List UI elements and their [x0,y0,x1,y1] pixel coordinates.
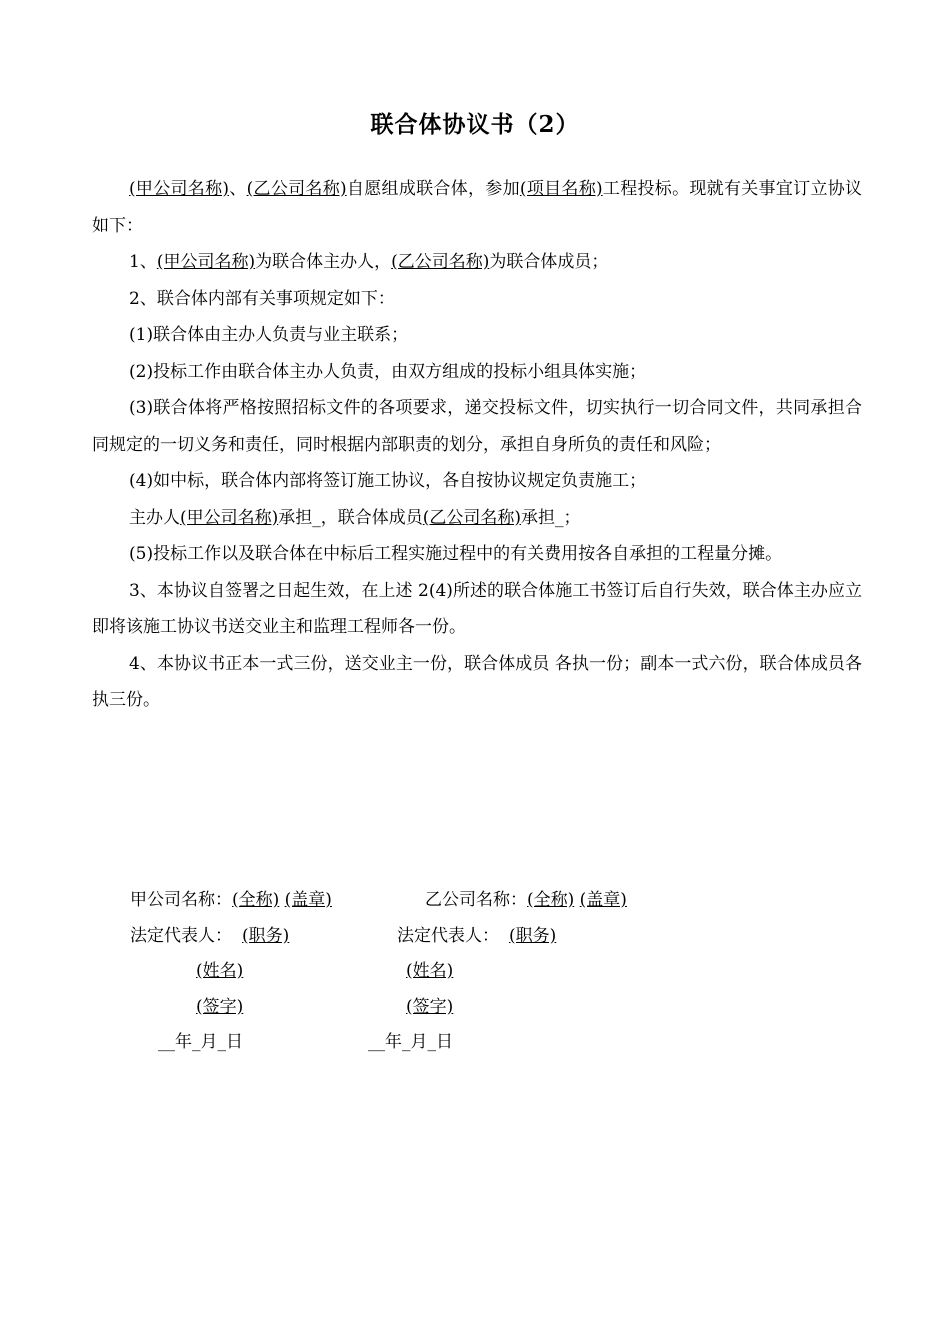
party-b-company-line [425,889,627,911]
party-a-sign-line [186,996,261,1018]
intro-text: 工程投标。现就有关事宜订立协议如下： [92,179,863,236]
company-a-placeholder: (甲公司名称) [129,179,230,199]
party-b-label: 乙公司名称： [425,890,527,910]
clause-2-item-1: (1)联合体由主办人负责与业主联系； [129,325,409,345]
intro-paragraph [92,171,862,244]
share-text: 承担 [278,507,313,528]
party-a-date: __年_月_日 [158,1032,243,1052]
clause-1-text: 为联合体成员； [489,252,609,272]
clause-2: 2、联合体内部有关事项规定如下： [129,288,395,309]
share-blank: _ [312,507,321,528]
work-share-line [92,500,862,537]
party-b-seal: (盖章) [579,890,627,910]
share-text: ，联合体成员 [320,507,423,528]
company-b-placeholder: (乙公司名称) [391,252,490,272]
clause-1 [92,244,862,281]
party-b-rep-label: 法定代表人： [397,926,499,946]
party-a-company-line [130,889,332,911]
company-b-placeholder: (乙公司名称) [246,179,347,199]
share-text: ； [563,507,581,528]
party-a-signature: (签字) [196,997,244,1017]
party-a-full-name: (全称) [232,890,280,910]
party-a-rep-line [130,925,303,947]
party-b-position: (职务) [509,926,557,946]
company-a-placeholder: (甲公司名称) [156,252,256,272]
share-blank: _ [555,507,564,528]
clause-2-item-3: (3)联合体将严格按照招标文件的各项要求，递交投标文件，切实执行一切合同文件，共同承担合同规定的一切义务和责任，同时根据内部职责的划分，承担自身所负的责任和风险； [92,398,862,455]
party-b-rep-line [397,925,576,947]
page-title: 联合体协议书（2） [370,111,580,138]
project-placeholder: (项目名称) [519,179,603,199]
company-b-placeholder: (乙公司名称) [422,507,522,528]
clause-4: 4、本协议书正本一式三份，送交业主一份，联合体成员 各执一份；副本一式六份，联合体成员各执三份。 [92,653,862,710]
party-a-rep-label: 法定代表人： [130,926,232,946]
party-b-full-name: (全称) [527,890,575,910]
intro-text: 自愿组成联合体，参加 [346,179,520,199]
clause-1-text: 为联合体主办人， [255,252,392,272]
party-a-position: (职务) [242,926,290,946]
clause-2-item-2: (2)投标工作由联合体主办人负责，由双方组成的投标小组具体实施； [129,361,647,382]
party-a-seal: (盖章) [284,890,332,910]
clause-3: 3、本协议自签署之日起生效，在上述 2(4)所述的联合体施工书签订后自行失效，联合体主办应立即将该施工协议书送交业主和监理工程师各一份。 [92,580,862,637]
party-b-name: (姓名) [406,961,454,981]
party-b-signature: (签字) [406,997,454,1017]
party-b-name-line [396,960,471,982]
agreement-body [92,171,862,719]
share-text: 主办人 [129,507,180,528]
clause-2-item-5: (5)投标工作以及联合体在中标后工程实施过程中的有关费用按各自承担的工程量分摊。 [129,544,783,564]
share-text: 承担 [521,507,556,528]
clause-1-prefix: 1、 [129,252,157,272]
party-a-name-line [186,960,261,982]
intro-separator: 、 [229,179,247,199]
party-a-label: 甲公司名称： [130,890,232,910]
party-a-name: (姓名) [196,961,244,981]
clause-2-item-4: (4)如中标，联合体内部将签订施工协议，各自按协议规定负责施工； [129,471,647,491]
party-b-date: __年_月_日 [368,1032,453,1052]
party-b-sign-line [396,996,471,1018]
company-a-placeholder: (甲公司名称) [180,507,279,528]
